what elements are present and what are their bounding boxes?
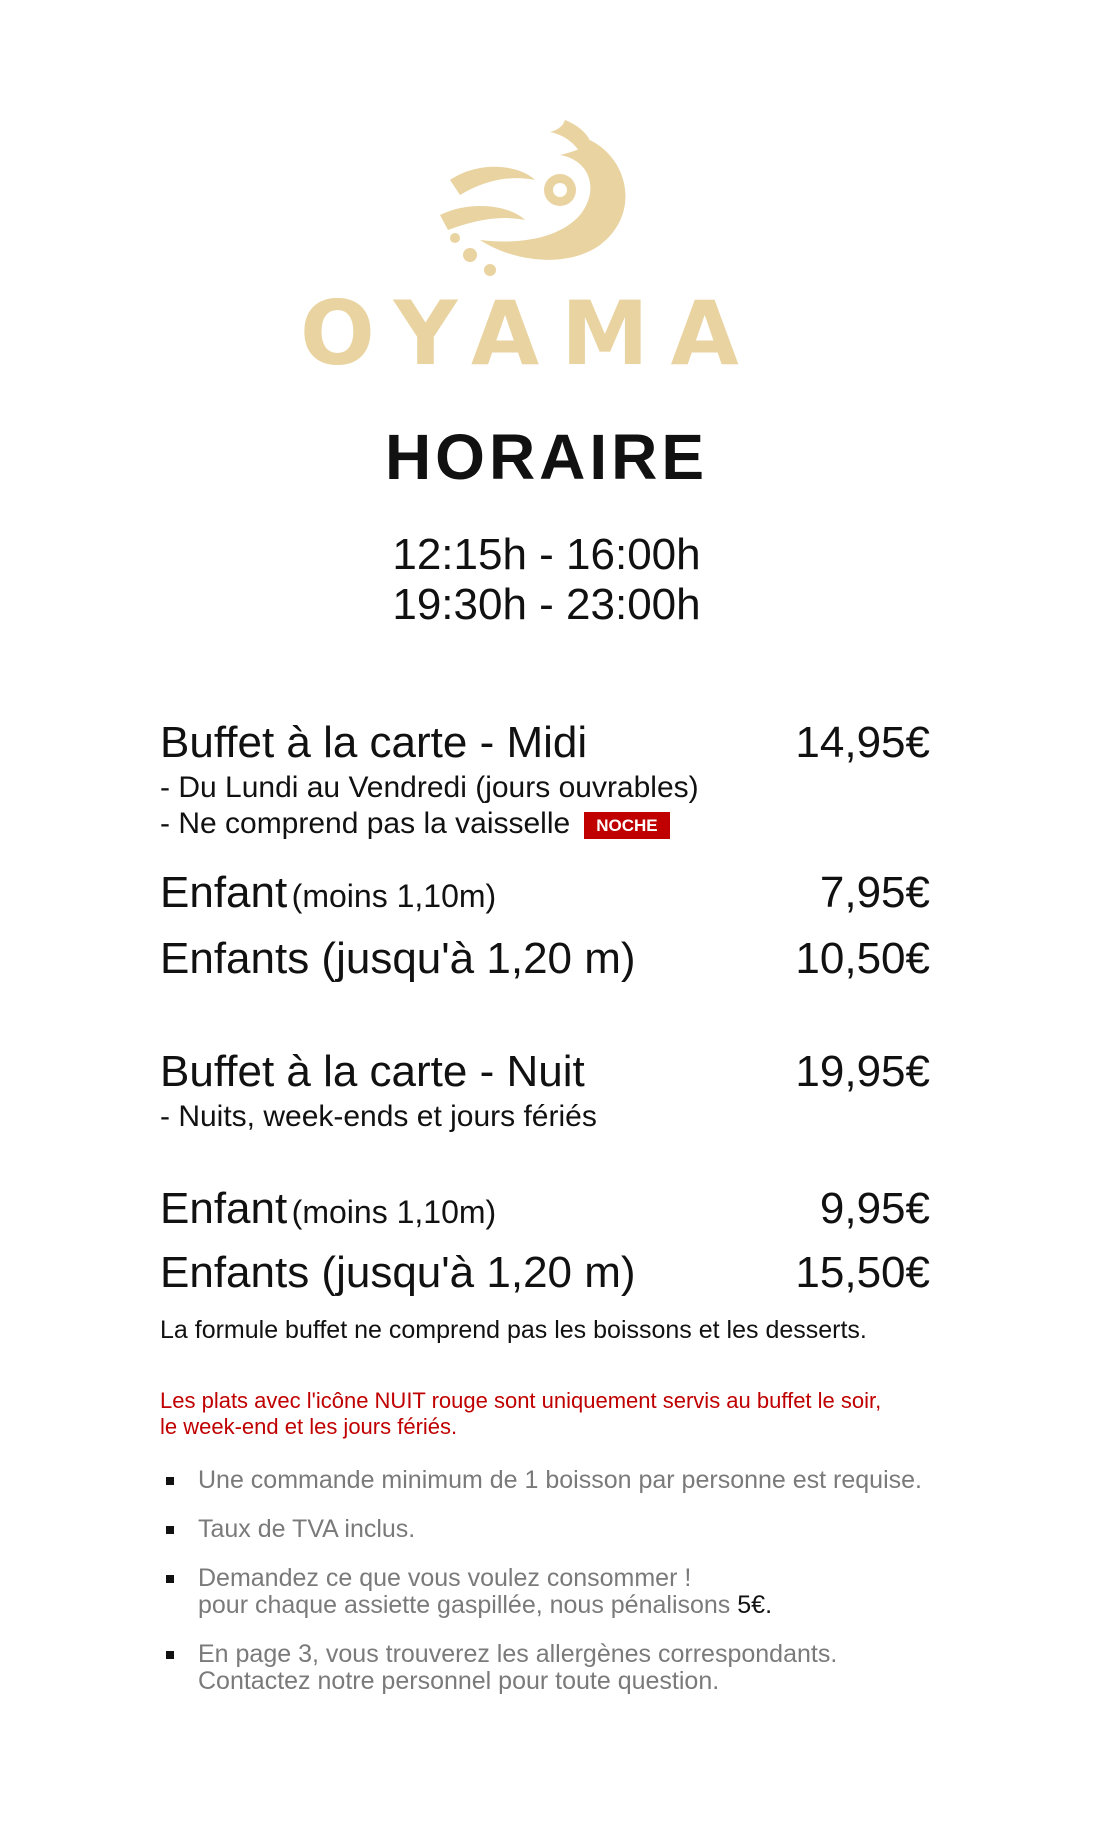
bullet-text: Une commande minimum de 1 boisson par personne est requise. <box>198 1466 922 1494</box>
nuit-child1-label: Enfant <box>160 1184 288 1233</box>
nuit-note: - Nuits, week-ends et jours fériés <box>160 1100 597 1133</box>
nuit-child1-detail: (moins 1,10m) <box>291 1194 497 1230</box>
bullet-text: Demandez ce que vous voulez consommer ! <box>198 1564 692 1592</box>
logo-wordmark: OYAMA <box>300 282 761 385</box>
list-item <box>160 1516 1020 1543</box>
nuit-child2-price: 15,50€ <box>795 1248 930 1297</box>
nuit-child2-row <box>160 1248 930 1298</box>
midi-child2-row <box>160 934 930 984</box>
list-item <box>160 1467 1020 1494</box>
midi-price: 14,95€ <box>795 718 930 767</box>
list-item <box>160 1565 1020 1619</box>
bullet-text-line2-body: pour chaque assiette gaspillée, nous pénalisons <box>198 1591 738 1619</box>
nuit-child1-row <box>160 1184 930 1234</box>
hours-lunch: 12:15h - 16:00h <box>392 530 701 579</box>
bullet-text-line2: Contactez notre personnel pour toute question. <box>198 1667 720 1695</box>
night-icon-note-line1: Les plats avec l'icône NUIT rouge sont uniquement servis au buffet le soir, <box>160 1388 882 1413</box>
bullet-icon <box>166 1575 174 1583</box>
bullet-text: Taux de TVA inclus. <box>198 1515 416 1543</box>
noche-badge: NOCHE <box>584 812 669 839</box>
midi-label: Buffet à la carte - Midi <box>160 718 588 767</box>
buffet-disclaimer: La formule buffet ne comprend pas les boissons et les desserts. <box>160 1316 867 1344</box>
midi-note-dishes-text: - Ne comprend pas la vaisselle <box>160 807 571 840</box>
midi-child2-price: 10,50€ <box>795 934 930 983</box>
nuit-label: Buffet à la carte - Nuit <box>160 1047 585 1096</box>
nuit-child1-price: 9,95€ <box>819 1184 930 1233</box>
midi-child1-label-wrap <box>160 868 497 917</box>
midi-row <box>160 718 930 768</box>
midi-child1-detail: (moins 1,10m) <box>291 878 497 914</box>
nuit-child2-label: Enfants (jusqu'à 1,20 m) <box>160 1248 636 1297</box>
page-title: HORAIRE <box>384 421 709 493</box>
bullet-text-line2 <box>198 1592 1020 1619</box>
bullet-icon <box>166 1651 174 1659</box>
penalty-amount: 5€. <box>737 1591 773 1619</box>
nuit-child1-label-wrap <box>160 1184 497 1233</box>
midi-note-dishes <box>160 809 670 839</box>
info-list <box>160 1467 1020 1717</box>
midi-child2-label: Enfants (jusqu'à 1,20 m) <box>160 934 636 983</box>
bullet-text: En page 3, vous trouverez les allergènes correspondants. <box>198 1640 838 1668</box>
midi-child1-price: 7,95€ <box>819 868 930 917</box>
hours-dinner: 19:30h - 23:00h <box>392 580 701 629</box>
bullet-icon <box>166 1477 174 1485</box>
midi-child1-label: Enfant <box>160 868 288 917</box>
midi-child1-row <box>160 868 930 918</box>
nuit-price: 19,95€ <box>795 1047 930 1096</box>
night-icon-note <box>160 1388 960 1440</box>
logo-mark <box>440 120 650 290</box>
nuit-row <box>160 1047 930 1097</box>
midi-note-days: - Du Lundi au Vendredi (jours ouvrables) <box>160 771 699 804</box>
bullet-icon <box>166 1526 174 1534</box>
night-icon-note-line2: le week-end et les jours fériés. <box>160 1414 458 1439</box>
list-item <box>160 1641 1020 1695</box>
